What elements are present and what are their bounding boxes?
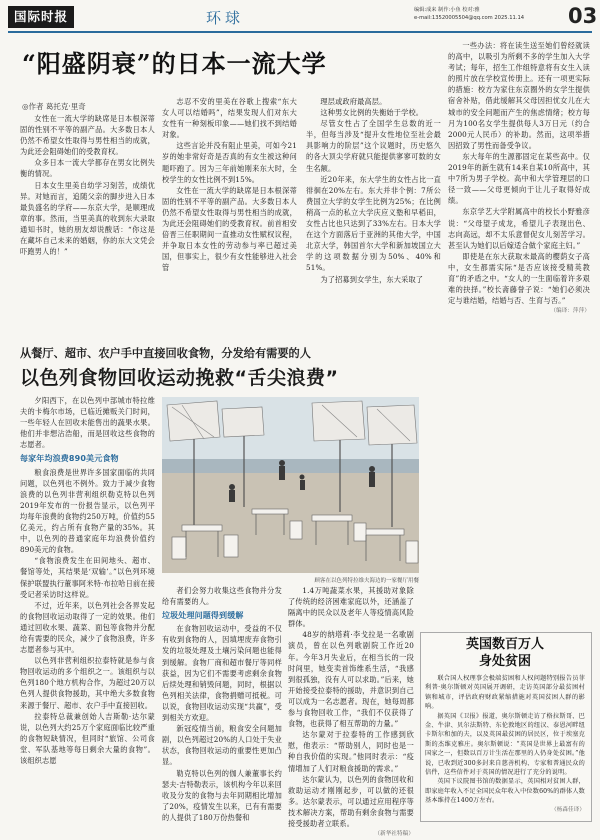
paragraph: 者们会努力收集这些食物并分发给有需要的人。 [162,586,282,607]
paragraph: 近20年来，东大学生的女性占比一直徘徊在20%左右。东大并非个例：7所公费国立大学的女学生比例为25%；在比例稍高一点的私立大学庆应义塾和早稻田，女性占比也只达到了33%左右。日本大学在这个方面落后于亚洲的其他大学，中国北京大学，韩国首尔大学和新加坡国立大学的这项数据分别为50%、40%和51%。 [306,174,441,273]
paragraph: 联合国人权理事会极端贫困和人权问题特别报告员菲利普·奥尔斯顿对英国展开调研，走访英国部分最贫困村镇和城市，评估政府财政紧缩措施对英国贫困人群的影响。 [425,675,585,711]
paragraph: 1.4万吨蔬菜水果，其援助对象除了传统的经济困难家庭以外，还涵盖了隔离中的民众以及老年人等疫情高风险群体。 [288,586,414,629]
article2-subhead-2: 垃圾处理问题得到缓解 [162,611,244,621]
masthead-logo: 国际时报 [8,6,74,28]
section-title: 环球 [206,9,245,27]
paragraph: 即使是在东大获取未最高的樱荫女子高中，女生都需实际“是否应该接受精英教育”的矛盾之中。“女人的一生面临着许多艰难的抉择。”校长斋藤誉子说：“她们必须决定与谁结婚，结婚与否、生育与否。” [448,251,590,306]
paragraph: 女性在一流大学的缺席是日本根深蒂固的性别不平等的副产品。大多数日本人仍然不希望女性取得与男性相当的成就，为此还会阻碍她们的受教育权。前首相安倍晋三任职期间一直推动女性赋权议程，并争取日本女性的劳动参与率已超过美国，但事实上，很少有女性能够进入社会管 [162,185,297,273]
sidebar-title-line: 英国数百万人 [465,637,544,652]
article1-column-2 [162,96,297,338]
paragraph: 英国下议院图书馆的数据显示，英国相对贫困人群，即家庭年收入不足全国民众年收入中位数60%的群体人数基本维持在1400万左右。 [425,778,585,805]
paragraph: 女性在一流大学的缺席是日本根深蒂固的性别不平等的副产品。大多数日本人仍然不希望女性取得与男性相当的成就，为此还会阻碍她们的受教育权。 [20,114,155,157]
sidebar-title [420,636,590,670]
photo-illustration [162,397,419,573]
paragraph: 这种男女比例的失衡始于学校。 [320,108,424,118]
paragraph: 拉泰特总裁兼创始人吉斯勒·达尔蒙说，以色列大约25万个家庭面临比较严重的食物短缺情况，但同时“旅馆、公司食堂、军队基地等每日剩余大量的食物”。该组织志愿 [20,711,155,765]
paragraph: 为了招募到女学生，东大采取了 [320,274,424,284]
article1-column-1 [20,113,155,338]
paragraph: 一些办法：将在读生送至她们曾经就读的高中，以吸引为所剩不多的学生加入大学考试；每年，招生工作组特意将有女生入读的照片放在学校宣传册上。还有一项更实际的措施：校方为家住东京圈外的女学生提供宿舍补贴，借此缓解其父母因担忧女儿在大城市的安全问题而产生的焦虑情绪；校方每月为100名女学生提供每人3万日元（约合2000元人民币）的补助。然而，这项举措因招致了男性而备受争议。 [448,41,590,150]
paragraph: 达尔蒙对于拉泰特的工作感到欣慰，他表示：“帮助别人，同时也是一种自我价值的实现。”他同时表示：“疫情增加了人们对粮食援助的需求。” [288,730,414,773]
paragraph: 新冠疫情当前，粮食安全问题加剧，以色列超过20%的人口处于失业状态，食物回收运动的重要性更加凸显。 [162,724,282,767]
article2-column-2 [162,585,282,823]
paragraph: 理层或政府最高层。 [320,97,387,106]
paragraph: 48岁的纳塔莉·李戈拉是一名歌剧演员，曾在以色列歌剧院工作近20年。今年3月失业后，在相当长的一段时间里，她变卖首饰维系生活，“我感到很孤独，没有人可以求助。”后来，她开始接受拉泰特的援助，并意识到自己可以成为一名志愿者。现在，她每周都参与食物回收工作，“我们不仅获得了食物，也获得了相互帮助的力量。” [288,630,414,729]
paragraph: 众多日本一流大学都存在男女比例失衡的情况。 [20,158,155,179]
sidebar-title-line: 身处贫困 [478,654,531,669]
paragraph: 东京学艺大学附属高中的校长小野雅彦说：“父母望子成龙，希望儿子表现出色、志向高远，却不太乐意督促女儿刻苦学习。甚至认为她们以后嫁适合做个家庭主妇。” [448,207,590,250]
header-meta [414,7,524,22]
email-date-line: e-mail:13520005504@qq.com 2025.11.14 [414,14,525,21]
paragraph: 据英国《卫报》报道，奥尔斯顿走访了格拉斯哥、巴金、牛津、贝尔法斯特、东伦敦地区的纽汉、泰恩河畔纽卡斯尔和加的夫，以及英国最贫困的居民区，位于埃塞克斯的杰维克雅庄。奥尔斯顿说：“英国是世界上最富有的国家之一，但数以百万计生活在那里的人仍身处贫困。”他说，已收到近300多封来自慈善机构、专家和普通民众的信件，这些信件对于英国的情况进行了充分的说明。 [425,712,585,777]
article2-credit: （新华社特稿） [374,831,414,838]
article2-headline: 以色列食物回收运动挽救“舌尖浪费” [20,367,339,389]
editor-line: 编辑:成来 制作:小鱼 校对:雅 [414,7,480,13]
paragraph: 勒克特以色列的伽人兼董事长约瑟夫·吉特勒表示，该机构今年以来回收及分发的食物与去年同期相比增加了20%，疫情发生以来，已有有需要的人提供了180万份热餐和 [162,768,282,822]
paragraph: 在食物回收运动中，受益的不仅有收到食物的人，因填埋废弃食物引发的垃圾处理及土壤污染问题也能得到缓解。食物厂商和超市餐厅等同样获益，因为它们不需要考虑剩余食物后续处理和销毁问题，同时，根据以色列相关法律，食物捐赠可抵税。可以说，食物回收运动实现“共赢”，受到相关方欢迎。 [162,624,282,723]
article1-column-3 [306,96,441,338]
beach-restaurant-photo [162,397,419,573]
paragraph: 粮食浪费是世界许多国家面临的共同问题，以色列也不例外。致力于减少食物浪费的以色列非营利组织勒克特以色列2019年发布的一份报告显示，以色列平均每年浪费的食物约250万吨，价值约55亿美元，约占所有食物产量的35%。其中，以色列的普通家庭年均浪费价值约890美元的食物。 [20,467,155,555]
sidebar-body [425,674,585,818]
paragraph: 志忍不安的里美在谷歌上搜索“东大女人可以结婚吗”，结果发现人们对东大女性有一种刻板印象——她们找不到结婚对象。 [162,97,297,140]
paragraph: 达尔蒙认为，以色列的食物回收和救助运动才刚刚起步，可以做的还很多。达尔蒙表示，可以通过应用程序等技术解决方案，帮助有剩余食物与需要接受援助者立联系。 [288,774,414,828]
paragraph: 东大每年的生源都固定在某些高中。仅2019年的新生就有14来自某10所高中，其中7所为男子学校。高中和大学管理层的口径一致——父母更倾向于让儿子取得好成绩。 [448,151,590,206]
paragraph: 不过，近年来，以色列社会各界发起的食物回收运动取得了一定的效果。他们通过回收水果、蔬菜、面包等食物并分配给有需要的民众，减少了食物浪费，许多志愿者参与其中。 [20,600,155,655]
article1-byline: ◎作者 葛托克·里奇 [22,102,86,111]
photo-caption: 顾客在以色列特拉维夫海边的一家餐厅用餐 [314,578,419,584]
article2-deck: 从餐厅、超市、农户手中直接回收食物，分发给有需要的人 [20,347,311,360]
article2-column-3 [288,585,414,838]
article1-column-4 [448,40,590,625]
article1-headline: “阳盛阴衰”的日本一流大学 [22,49,327,78]
header-rule [8,31,592,33]
article2-subhead-1: 每家年均浪费890美元食物 [20,454,119,464]
article2-column-1 [20,395,155,823]
paragraph: 这些言论并没有阻止里美，可如今21岁的她非常好奇是否真的有女生被这种问题吓跑了。因为三年前她刚来东大时，全校学生的女性比例不到15%。 [162,141,297,184]
paragraph: 以色列非营利组织拉泰特就是参与食物回收运动的多个组织之一。该组织与以色列180个地方机构合作，为超过20万以色列人提供食物援助，其中绝大多数食物来源于餐厅、超市、农户手中直接回收。 [20,656,155,710]
paragraph: 尽管女性占了全国学生总数的近一半，但每当涉及“提升女性地位至社会最具影响力的阶层”这个议题时，历史悠久的各大顶尖学府就只能提供寥寥可数的女生名额。 [306,119,441,173]
article1-credit: （编译：萍萍） [550,308,590,315]
page-number: 03 [568,4,598,28]
paragraph: “食物浪费发生在田间地头、超市、餐馆等处，其结果是‘双输’。”以色列环境保护联盟执行董事阿米特·布拉哈日前在接受记者采访时这样说。 [20,556,155,599]
sidebar-credit: （杨森佳译） [551,806,585,813]
paragraph: 日本女生里美自幼学习刻苦，成绩优异。对她而言，追随父亲的脚步进入日本最负盛名的学府——东京大学，是顺理成章的事。然而，当里美真的收到东大录取通知书时，她的朋友却说酸话：“你这是在藏坏自己未来的婚姻，你的东大文凭会吓跑男人的！” [20,180,155,257]
paragraph: 夕阳西下，在以色列中部城市特拉维夫的卡梅尔市场，已临近摊贩关门时间，一些年轻人在回收未能售出的蔬果水果。他们并非想沾浩船，而是回收这些食物的志愿者。 [20,396,155,450]
